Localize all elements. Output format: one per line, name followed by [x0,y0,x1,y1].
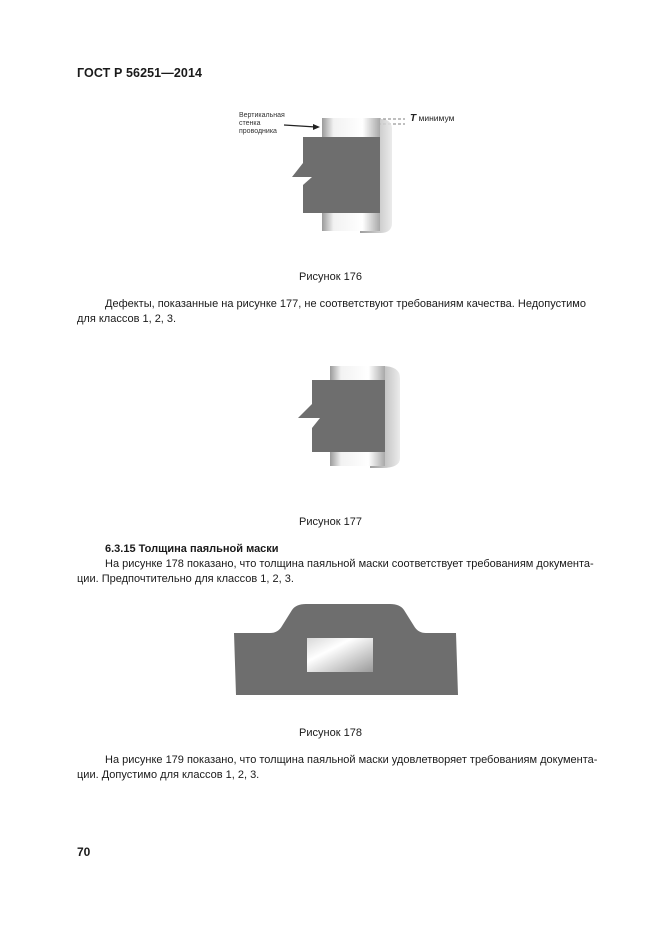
figure-176 [220,105,480,240]
paragraph-mask-179: На рисунке 179 показано, что толщина паяльной маски удовлетворяет требованиям документа- ции. Допустимо для классов 1, 2, 3. [77,754,598,781]
paragraph-mask-178: На рисунке 178 показано, что толщина паяльной маски соответствует требованиям документа- ции. Предпочтительно для классов 1, 2, 3. [77,558,594,585]
figure-178-caption: Рисунок 178 [299,727,362,739]
section-heading: 6.3.15 Толщина паяльной маски [105,543,279,555]
document-header: ГОСТ Р 56251—2014 [77,66,203,80]
figure-176-drawing [220,105,480,240]
paragraph-defects: Дефекты, показанные на рисунке 177, не соответствуют требованиям качества. Недопустимо для классов 1, 2, 3. [77,298,586,325]
figure-176-caption: Рисунок 176 [299,271,362,283]
page-number: 70 [77,845,91,859]
figure-177-caption: Рисунок 177 [299,516,362,528]
figure-177-drawing [290,360,410,475]
figure-178-drawing [230,600,460,695]
t-minimum-label: T минимум [410,113,455,124]
wall-label: Вертикальная стенка проводника [239,112,285,135]
